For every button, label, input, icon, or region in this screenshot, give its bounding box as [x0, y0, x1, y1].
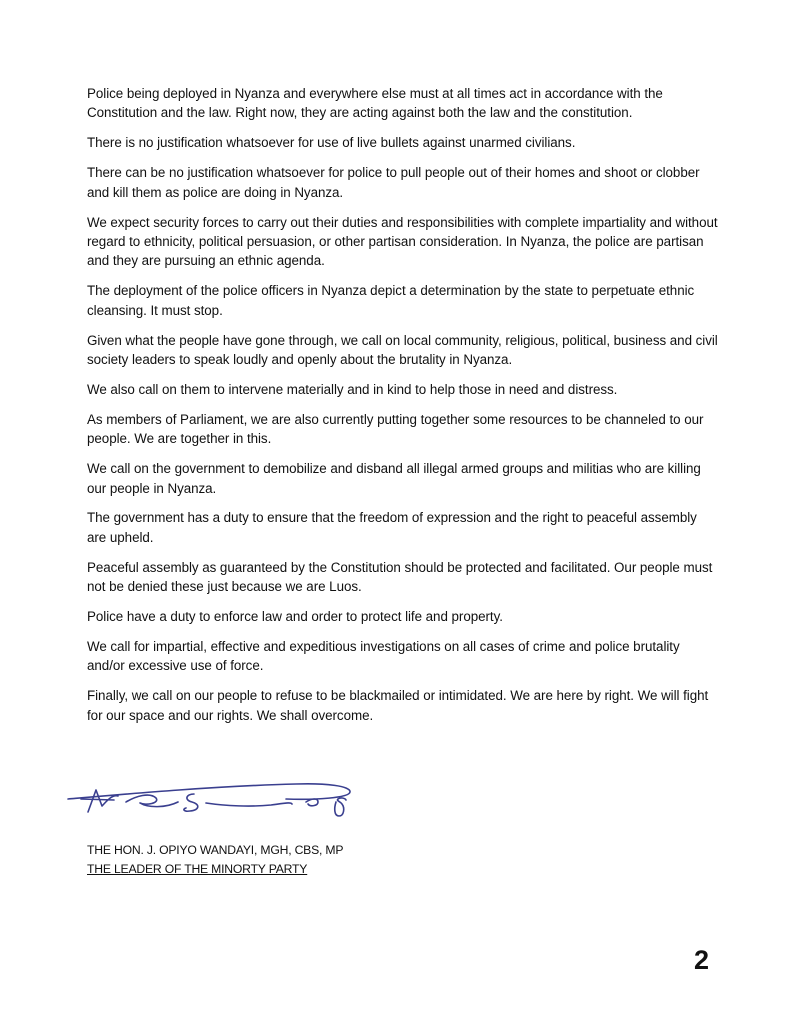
paragraph: There can be no justification whatsoever for police to pull people out of their homes and shoot or clobber and kill them as police are doing in Nyanza. — [87, 165, 700, 200]
signatory-name: THE HON. J. OPIYO WANDAYI, MGH, CBS, MP — [87, 843, 344, 857]
paragraph: The deployment of the police officers in Nyanza depict a determination by the state to perpetuate ethnic cleansing. It must stop. — [87, 283, 695, 318]
paragraph: The government has a duty to ensure that the freedom of expression and the right to peaceful assembly are upheld. — [87, 510, 697, 545]
paragraph: There is no justification whatsoever for use of live bullets against unarmed civilians. — [87, 135, 576, 151]
paragraph: Peaceful assembly as guaranteed by the Constitution should be protected and facilitated. Our people must not be denied these just because we are Luos. — [87, 559, 713, 595]
paragraph: Given what the people have gone through, we call on local community, religious, political, business and civil society leaders to speak loudly and openly about the brutality in Nyanza. — [87, 332, 718, 367]
paragraph: Police being deployed in Nyanza and everywhere else must at all times act in accordance with the Constitution and the law. Right now, they are acting against both the law and the constitution. — [87, 86, 663, 121]
signatory-block — [87, 841, 343, 878]
paragraph: We also call on them to intervene materially and in kind to help those in need and distress. — [87, 381, 618, 397]
paragraph: As members of Parliament, we are also currently putting together some resources to be channeled to our people. We are together in this. — [87, 411, 704, 447]
paragraph: We call for impartial, effective and expeditious investigations on all cases of crime and police brutality and/or excessive use of force. — [87, 638, 680, 674]
page-number: 2 — [694, 945, 710, 975]
statement-body — [87, 84, 719, 736]
paragraph: Finally, we call on our people to refuse to be blackmailed or intimidated. We are here by right. We will fight for our space and our rights. We shall overcome. — [87, 688, 709, 723]
paragraph: We expect security forces to carry out their duties and responsibilities with complete impartiality and without regard to ethnicity, political persuasion, or other partisan consideration. In Nyanza, the police are partisan and they are pursuing an ethnic agenda. — [87, 214, 718, 269]
handwritten-signature — [66, 772, 366, 822]
paragraph: Police have a duty to enforce law and order to protect life and property. — [87, 609, 503, 625]
signatory-title: THE LEADER OF THE MINORTY PARTY — [87, 861, 308, 876]
paragraph: We call on the government to demobilize and disband all illegal armed groups and militias who are killing our people in Nyanza. — [87, 461, 701, 496]
